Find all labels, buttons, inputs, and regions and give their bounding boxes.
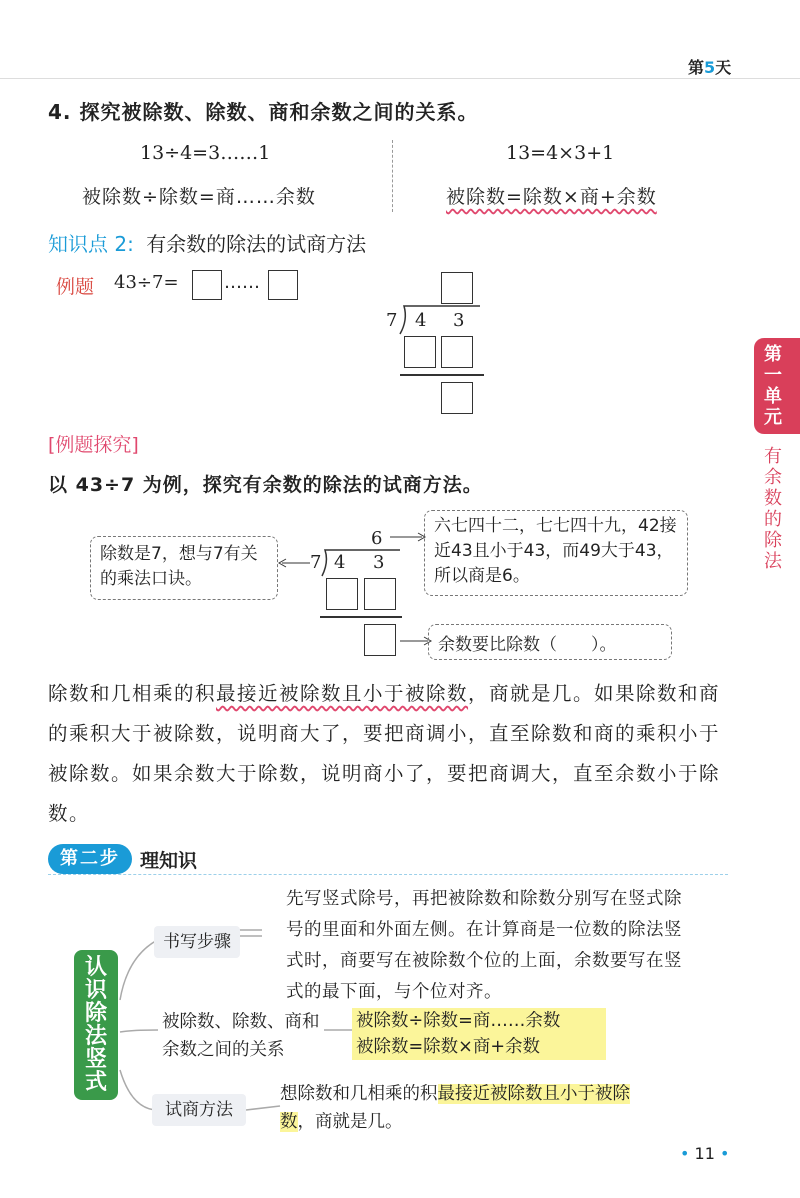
division-bracket [396,304,486,336]
note-left: 除数是7，想与7有关的乘法口诀。 [100,544,258,589]
relation-line-2: 被除数=除数×商+余数 [352,1034,606,1060]
branch-writing-steps-content: 先写竖式除号，再把被除数和除数分别写在竖式除号的里面和外面左侧。在计算商是一位数的除法竖式时，商要写在被除数个位的上面，余数要写在竖式的最下面，与个位对齐。 [286,889,682,1002]
worked-division-bracket [318,548,404,578]
ellipsis: …… [224,272,260,293]
relation-left: 被除数÷除数=商……余数 [82,186,316,208]
division-remainder-box[interactable] [441,382,473,414]
division-dividend-tens: 4 [415,310,427,331]
worked-remainder-box[interactable] [364,624,396,656]
side-tab-unit-text: 第一单元 [764,344,782,428]
section4-divider [392,140,393,212]
division-subtract-line [400,374,484,376]
day-suffix: 天 [715,58,732,77]
trial-part3: ，商就是几。 [297,1112,403,1132]
explore-label: [例题探究] [48,434,139,456]
product-ones-box[interactable] [441,336,473,368]
day-number: 5 [704,58,716,77]
knowledge-prefix: 知识点 2: [48,232,134,256]
divisor-arrow [276,556,312,570]
worked-product-ones-box[interactable] [364,578,396,610]
step2-title: 理知识 [140,850,198,872]
worked-product-tens-box[interactable] [326,578,358,610]
note-bottom: 余数要比除数（ ）。 [438,635,617,655]
remainder-answer-box[interactable] [268,270,298,300]
page-number [680,1144,729,1163]
branch-trial-method-content [280,1080,640,1136]
branch-trial-method: 试商方法 [152,1094,246,1126]
relation-right: 被除数=除数×商+余数 [446,186,657,208]
equation-right: 13=4×3+1 [506,142,615,164]
knowledge-point-2 [48,228,366,257]
page-number-text: 11 [694,1144,715,1163]
step2-badge: 第二步 [48,844,132,874]
product-tens-box[interactable] [404,336,436,368]
page-dot-right: • [719,1144,730,1163]
note-right: 六七四十二，七七四十九，42接近43且小于43，而49大于43，所以商是6。 [434,516,677,586]
mindmap-center: 认识除法竖式 [74,950,118,1100]
step2-rule [48,874,728,875]
day-label [688,55,731,78]
header-rule [0,78,800,79]
trial-emphasis: 最接近被除数且小于被除数 [280,1084,630,1132]
quotient-arrow [388,530,428,544]
explanation-part1: 除数和几相乘的积 [48,682,217,705]
division-divisor: 7 [386,310,398,331]
explanation-emphasis: 最接近被除数且小于被除数 [216,682,469,705]
knowledge-title: 有余数的除法的试商方法 [146,232,367,256]
section4-title: 4. 探究被除数、除数、商和余数之间的关系。 [48,100,479,124]
worked-divisor: 7 [310,552,322,573]
day-prefix: 第 [688,58,705,77]
explanation-part3: ，商就是几。如果除数和商的乘积大于被除数，说明商大了，要把商调小，直至除数和商的乘积小于被除数。如果余数大于除数，说明商小了，要把商调大，直至余数小于除数。 [48,682,721,825]
branch-relation: 被除数、除数、商和余数之间的关系 [162,1012,320,1060]
side-tab-topic-text: 有余数的除法 [764,446,782,572]
quotient-answer-box[interactable] [192,270,222,300]
relation-line-1: 被除数÷除数=商……余数 [352,1008,606,1034]
example-label: 例题 [56,276,95,298]
division-quotient-box[interactable] [441,272,473,304]
worked-subtract-line [320,616,402,618]
explanation-paragraph [48,674,738,834]
worked-dividend-tens: 4 [334,552,346,573]
division-dividend-ones: 3 [453,310,465,331]
worked-dividend-ones: 3 [373,552,385,573]
trial-part1: 想除数和几相乘的积 [280,1084,438,1104]
branch-writing-steps: 书写步骤 [154,926,240,958]
worked-quotient: 6 [371,528,383,549]
equation-left: 13÷4=3……1 [140,142,271,164]
explore-intro: 以 43÷7 为例，探究有余数的除法的试商方法。 [48,474,483,496]
page-dot-left: • [680,1144,690,1163]
example-expr: 43÷7= [114,272,179,293]
